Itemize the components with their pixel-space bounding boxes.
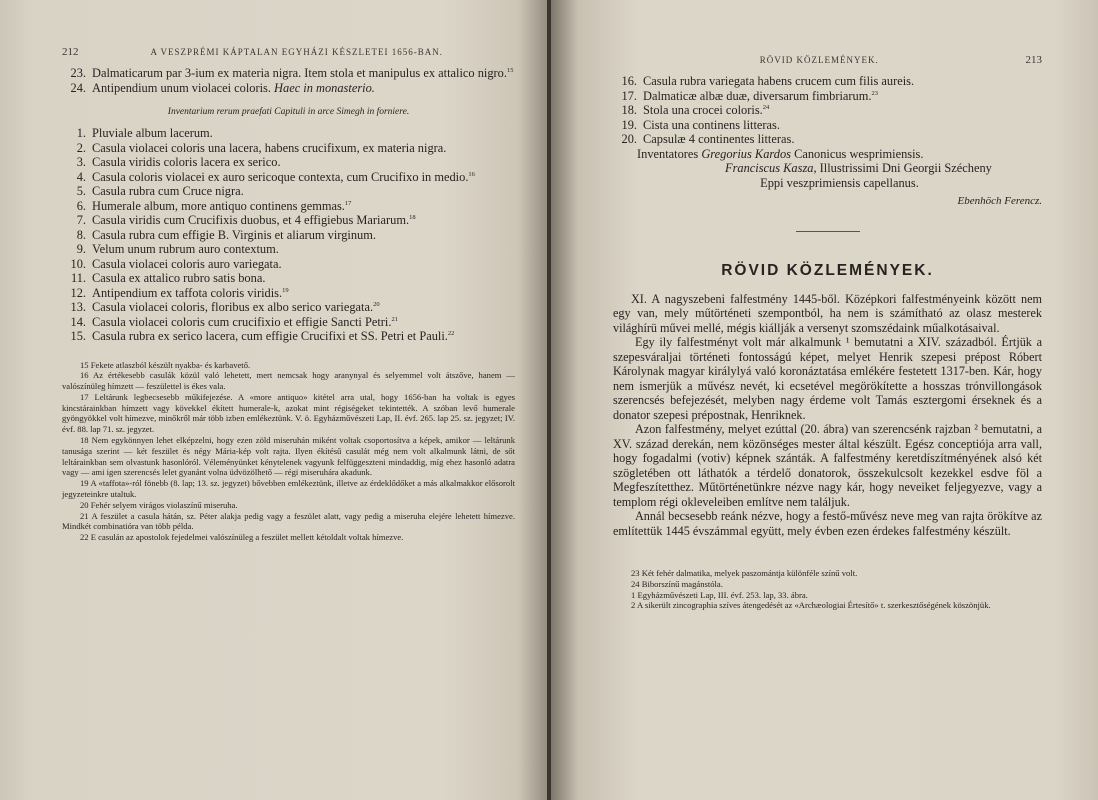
list-item: 1. Pluviale album lacerum. <box>76 126 213 140</box>
footnote: 23 Két fehér dalmatika, melyek paszomántja különféle színű volt. <box>631 568 858 578</box>
list-item: 14. Casula violacei coloris cum crucifixio et effigie Sancti Petri.$^{21}$ <box>70 314 398 329</box>
list-item: 16. Casula rubra variegata habens crucem cum filis aureis. <box>621 74 915 88</box>
list-item: 11. Casula ex attalico rubro satis bona. <box>70 271 266 285</box>
footnote: 22 E casulán az apostolok fejedelmei valószínüleg a feszület mellett kétoldalt voltak hímezve. <box>80 532 404 543</box>
list-item: 3. Casula viridis coloris lacera ex serico. <box>76 155 281 169</box>
paragraph: Egy ily falfestményt volt már alkalmunk ¹ bemutatni a XIV. századból. Értjük a szepesváraljai történeti fontosságú képet, melyet Henrik szepesi prépost Róbert Károlynak magyar királylyá való koronáztatása emlékére festetett 1317-ben. Kár, hogy nem ismerjük a művész nevét, ki ecsetével megörökítette a hosszas trónvillongások szerencsés befejezését, melyben nagy érdeme volt Tamás esztergomi érseknek és a donator szepesi prépostnak, Henriknek. <box>613 335 1042 422</box>
right-running-title: RÖVID KÖZLEMÉNYEK. <box>759 55 879 65</box>
footnote: 20 Fehér selyem virágos violaszínű miseruha. <box>80 499 238 510</box>
footnote: 18 Nem egykönnyen lehet elképzelni, hogy ezen zöld miseruhán miként voltak csoportosítva a képek, amikor — leltárunk tanusága szerint — két feszület és négy Mária-kép volt rajta. Ilyen ékítésű casulát még nem volt alkalmunk látni, de sőt leltárainkban sem olvastunk hasonlóról. Véleményünket kénytelenek vagyunk felfüggeszteni mindaddig, míg ehez hasonló adatra vagy — ami igen szerencsés lelet gyanánt volna üdvözölhető — régi miseruhára akadunk. <box>62 435 515 478</box>
left-page-number: 212 <box>62 46 79 58</box>
footnote: 2 A sikerült zincographia szíves átengedését az «Archæologiai Értesítő» t. szerkesztőségének köszönjük. <box>631 600 991 611</box>
right-items-list <box>613 74 1042 147</box>
left-page-header <box>62 46 515 58</box>
list-item: 19. Cista una continens litteras. <box>621 117 780 132</box>
list-item: 9. Velum unum rubrum auro contextum. <box>76 242 279 256</box>
list-item: 7. Casula viridis cum Crucifixis duobus, et 4 effigiebus Mariarum.$^{18}$ <box>76 213 416 227</box>
right-page-number: 213 <box>1025 54 1042 66</box>
right-page-header <box>613 54 1042 66</box>
inventory-heading: Inventarium rerum praefati Capituli in arce Simegh in forniere. <box>167 107 410 117</box>
list-item: 12. Antipendium ex taffota coloris viridis.$^{19}$ <box>70 285 289 300</box>
list-item: 4. Casula coloris violacei ex auro sericoque contexta, cum Crucifixo in medio.$^{16}$ <box>76 169 475 184</box>
right-page <box>551 0 1098 800</box>
list-item: 15. Casula rubra ex serico lacera, cum effigie Crucifixi et SS. Petri et Pauli.$^{22}$ <box>70 329 455 343</box>
signatory-name: Gregorius Kardos <box>701 146 791 161</box>
article-body <box>613 292 1042 539</box>
signatures: Inventatores Gregorius Kardos Canonicus wesprimiensis. Franciscus Kasza, Illustrissimi Dni Georgii Szécheny Eppi veszprimiensis capellanus. Ebenhöch Ferencz. <box>613 147 1042 209</box>
list-item: 23. Dalmaticarum par 3-ium ex materia nigra. Item stola et manipulus ex attalico nigro.$^{15}$ <box>70 66 514 80</box>
left-items-list <box>62 126 515 344</box>
list-item: 24. Antipendium unum violacei coloris. Haec in monasterio. <box>70 80 375 95</box>
list-item: 10. Casula violacei coloris auro variegata. <box>70 256 282 271</box>
right-footnotes <box>613 568 1042 611</box>
footnote: 17 Leltárunk legbecsesebb műkifejezése. A «more antiquo» kitétel arra utal, hogy 1656-ban ha voltak is egyes kincstárainkban hímzett vagy kövekkel ékített humerale-k, azokat mint régiségeket tekintették. A szóban levő humerale gyöngyökkel volt hímezve, minőkről már több izben emlékeztünk. V. ö. Egyházművészeti Lap, II. évf. 265. lap 25. sz. jegyzet; IV. évf. 88. lap 71. sz. jegyzet. <box>62 391 515 435</box>
list-item: 17. Dalmaticæ albæ duæ, diversarum fimbriarum.$^{23}$ <box>621 88 878 103</box>
footnote: 24 Biborszínű magánstóla. <box>631 578 723 589</box>
paragraph: Azon falfestmény, melyet ezúttal (20. ábra) van szerencsénk rajzban ² bemutatni, a XV. század derekán, nem közönséges mester által készült. Egész conceptiója arra vall, hogy fogadalmi (votiv) képnek szánták. A falfestmény keretdíszítményének alsó két szögletében ott láthatók a térdelő donatorok, összekulcsolt kezekkel esdve föl a Megfeszítetthez. Műtörténetünkre nézve nagy kár, hogy neveiket feljegyezve, vagy a templom régi okleveleiben említve nem találjuk. <box>613 422 1042 509</box>
section-divider <box>796 231 860 232</box>
list-item: 2. Casula violacei coloris una lacera, habens crucifixum, ex materia nigra. <box>76 140 447 155</box>
paragraph: XI. A nagyszebeni falfestmény 1445-ből. Középkori falfestményeink között nem egy van, mely műtörténeti szempontból, ha nem is számítható az olasz mesterek világhírü művei mellé, mégis kiállják a versenyt szomszédaink műalkotásaival. <box>613 291 1042 335</box>
left-running-title: A VESZPRÉMI KÁPTALAN EGYHÁZI KÉSZLETEI 1656-BAN. <box>150 47 444 57</box>
footnote: 1 Egyházművészeti Lap, III. évf. 253. lap, 33. ábra. <box>631 589 808 600</box>
footnote: 21 A feszület a casula hátán, sz. Péter alakja pedig vagy a feszület alatt, vagy pedig a miseruha elejére lehetett hímezve. Mindkét combinatióra van több példa. <box>62 510 515 532</box>
list-item: 8. Casula rubra cum effigie B. Virginis et aliarum virginum. <box>76 227 376 242</box>
list-item: 6. Humerale album, more antiquo continens gemmas.$^{17}$ <box>76 198 352 213</box>
list-item: 20. Capsulæ 4 continentes litteras. <box>621 132 795 146</box>
list-item: 13. Casula violacei coloris, floribus ex albo serico variegata.$^{20}$ <box>70 300 380 314</box>
footnote: 15 Fekete atlaszból készült nyakba- és karbavető. <box>80 359 251 370</box>
article-author: Ebenhöch Ferencz. <box>957 195 1042 207</box>
section-title: RÖVID KÖZLEMÉNYEK. <box>721 261 934 279</box>
list-item: 18. Stola una crocei coloris.$^{24}$ <box>621 103 770 117</box>
left-items-top <box>62 66 515 95</box>
left-footnotes <box>62 360 515 544</box>
footnote: 16 Az értékesebb casulák közül való lehetett, mert nemcsak hogy aranynyal és selyemmel volt átszőve, hanem — valószínüleg hímzett — feszülettel is ékes vala. <box>62 370 515 392</box>
signatory-name: Franciscus Kasza, <box>725 161 817 175</box>
footnote: 19 A «taffota»-ról fönebb (8. lap; 13. sz. jegyzet) bővebben emlékeztünk, illetve az érdeklődőket a más alkalmakkor elősorolt jegyzeteinkre utaltuk. <box>62 478 515 500</box>
list-item: 5. Casula rubra cum Cruce nigra. <box>76 184 244 198</box>
paragraph: Annál becsesebb reánk nézve, hogy a festő-művész neve meg van rajta örökítve az említettük 1445 évszámmal együtt, mely évben ezen érdekes falfestmény készült. <box>613 509 1042 538</box>
